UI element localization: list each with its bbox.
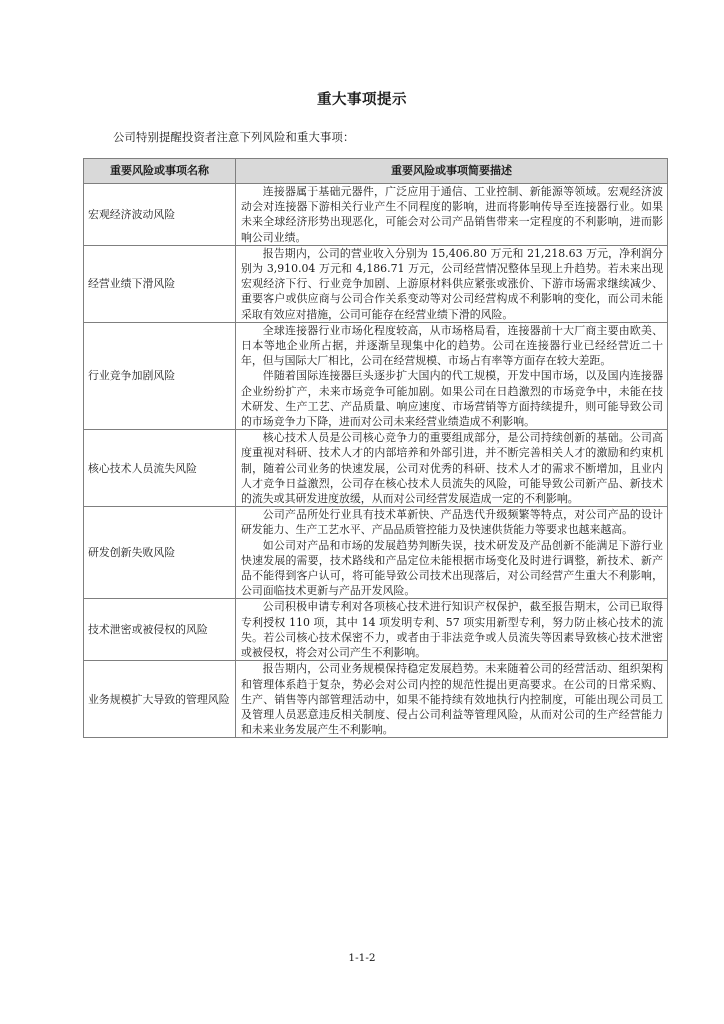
description-paragraph: 连接器属于基础元器件，广泛应用于通信、工业控制、新能源等领域。宏观经济波动会对连接器下游相关行业产生不同程度的影响，进而将影响传导至连接器行业。如果未来全球经济形势出现恶化，可能会对公司产品销售带来一定程度的不利影响，进而影响公司业绩。 bbox=[241, 185, 663, 244]
table-row bbox=[84, 184, 668, 246]
description-paragraph: 伴随着国际连接器巨头逐步扩大国内的代工规模，开发中国市场，以及国内连接器企业纷纷扩产，未来市场竞争可能加剧。如果公司在日趋激烈的市场竞争中，未能在技术研发、生产工艺、产品质量、响应速度、市场营销等方面持续提升，则可能导致公司的市场竞争力下降，进而对公司未来经营业绩造成不利影响。 bbox=[241, 369, 663, 429]
description-paragraph: 公司积极申请专利对各项核心技术进行知识产权保护，截至报告期末，公司已取得专利授权 110 项，其中 14 项发明专利、57 项实用新型专利，努力防止核心技术的流失。若公司核心技术保密不力，或者由于非法竞争或人员流失等因素导致核心技术泄密或被侵权，将会对公司产生不利影响。 bbox=[241, 600, 663, 660]
description-paragraph: 公司产品所处行业具有技术革新快、产品迭代升级频繁等特点，对公司产品的设计研发能力、生产工艺水平、产品品质管控能力及快速供货能力等要求也越来越高。 bbox=[241, 508, 663, 537]
header-risk-description: 重要风险或事项简要描述 bbox=[236, 159, 668, 184]
table-row bbox=[84, 507, 668, 599]
table-row bbox=[84, 599, 668, 661]
risk-description bbox=[236, 507, 668, 599]
risk-name: 技术泄密或被侵权的风险 bbox=[84, 599, 236, 661]
risk-name: 研发创新失败风险 bbox=[84, 507, 236, 599]
risk-name: 业务规模扩大导致的管理风险 bbox=[84, 661, 236, 738]
description-paragraph: 全球连接器行业市场化程度较高，从市场格局看，连接器前十大厂商主要由欧美、日本等地企业所占据，并逐渐呈现集中化的趋势。公司在连接器行业已经经营近二十年，但与国际大厂相比，公司在经营规模、市场占有率等方面存在较大差距。 bbox=[241, 323, 663, 368]
description-paragraph: 如公司对产品和市场的发展趋势判断失误，技术研发及产品创新不能满足下游行业快速发展的需要，技术路线和产品定位未能根据市场变化及时进行调整，新技术、新产品不能得到客户认可，将可能导致公司技术出现落后，对公司经营产生重大不利影响，公司面临技术更新与产品开发风险。 bbox=[241, 538, 663, 598]
risk-table bbox=[83, 158, 668, 738]
risk-description bbox=[236, 322, 668, 429]
intro-text: 公司特别提醒投资者注意下列风险和重大事项： bbox=[113, 131, 355, 144]
risk-name: 宏观经济波动风险 bbox=[84, 184, 236, 246]
page-title: 重大事项提示 bbox=[317, 92, 407, 108]
risk-description bbox=[236, 430, 668, 507]
table-header-row bbox=[84, 159, 668, 184]
table-row bbox=[84, 245, 668, 322]
risk-name: 行业竞争加剧风险 bbox=[84, 322, 236, 429]
risk-description bbox=[236, 184, 668, 246]
risk-name: 经营业绩下滑风险 bbox=[84, 245, 236, 322]
table-row bbox=[84, 661, 668, 738]
risk-description bbox=[236, 661, 668, 738]
page-number: 1-1-2 bbox=[348, 952, 376, 964]
description-paragraph: 核心技术人员是公司核心竞争力的重要组成部分，是公司持续创新的基础。公司高度重视对科研、技术人才的内部培养和外部引进，并不断完善相关人才的激励和约束机制，随着公司业务的快速发展，公司对优秀的科研、技术人才的需求不断增加，且业内人才竞争日益激烈，公司存在核心技术人员流失的风险，可能导致公司新产品、新技术的流失或其研发进度放缓，从而对公司经营发展造成一定的不利影响。 bbox=[241, 431, 663, 506]
risk-description bbox=[236, 599, 668, 661]
table-row bbox=[84, 430, 668, 507]
table-row bbox=[84, 322, 668, 429]
risk-name: 核心技术人员流失风险 bbox=[84, 430, 236, 507]
description-paragraph: 报告期内，公司业务规模保持稳定发展趋势。未来随着公司的经营活动、组织架构和管理体系趋于复杂，势必会对公司内控的规范性提出更高要求。在公司的日常采购、生产、销售等内部管理活动中，如果不能持续有效地执行内控制度，可能出现公司员工及管理人员恶意违反相关制度、侵占公司利益等管理风险，从而对公司的生产经营能力和未来业务发展产生不利影响。 bbox=[241, 662, 663, 737]
description-paragraph: 报告期内，公司的营业收入分别为 15,406.80 万元和 21,218.63 万元，净利润分别为 3,910.04 万元和 4,186.71 万元，公司经营情况整体呈现上升趋势。若未来出现宏观经济下行、行业竞争加剧、上游原材料供应紧张或涨价、下游市场需求继续减少、重要客户或供应商与公司合作关系变动等对公司经营构成不利影响的变化，而公司未能采取有效应对措施，公司可能存在经营业绩下滑的风险。 bbox=[241, 246, 663, 321]
risk-description bbox=[236, 245, 668, 322]
header-risk-name: 重要风险或事项名称 bbox=[84, 159, 236, 184]
